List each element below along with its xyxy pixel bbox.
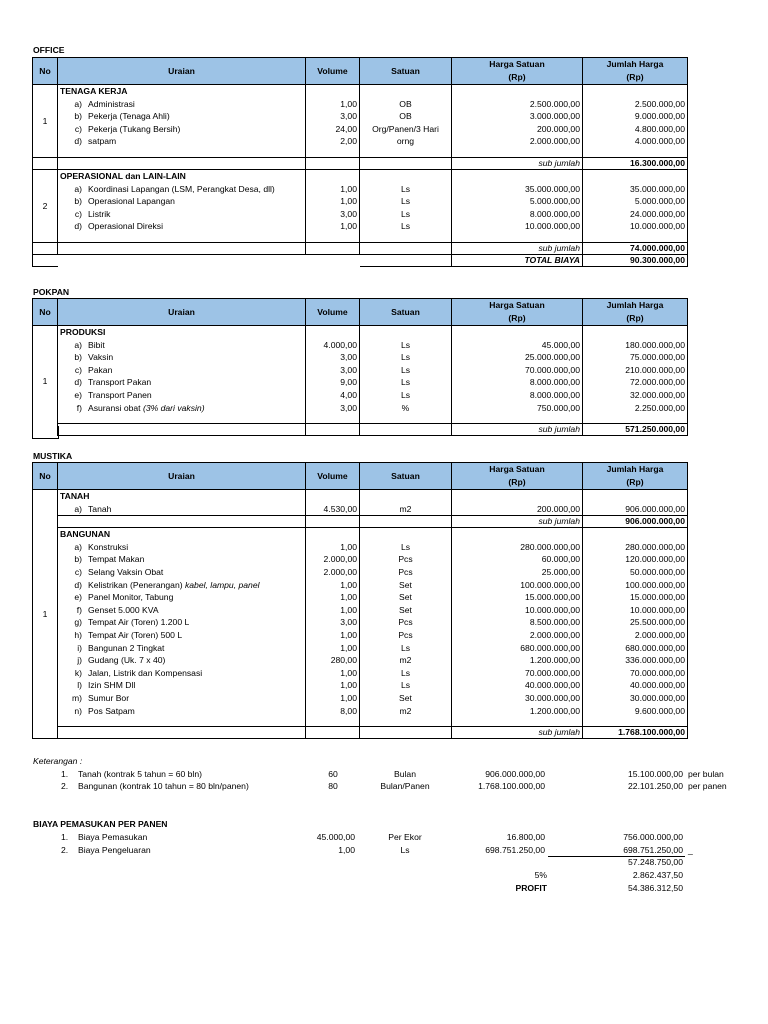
category-row <box>33 169 688 182</box>
category-label: OPERASIONAL dan LAIN-LAIN <box>58 169 306 182</box>
item-name: Tempat Makan <box>88 554 145 565</box>
table-row: b) Tempat Makan 2.000,00 Pcs 60.000,00 120.000.000,00 <box>33 553 688 566</box>
subtotal-value: 571.250.000,00 <box>583 424 688 436</box>
header-harga-satuan: Harga Satuan (Rp) <box>452 299 583 326</box>
item-name: Transport Pakan <box>88 377 152 388</box>
table-row: j) Gudang (Uk. 7 x 40) 280,00 m2 1.200.000,00 336.000.000,00 <box>33 654 688 667</box>
pokpan-table <box>32 298 688 436</box>
subtotal-label: sub jumlah <box>452 424 583 436</box>
table-row: c) Listrik 3,00 Ls 8.000.000,00 24.000.000,00 <box>33 208 688 221</box>
subtotal-row <box>33 157 688 169</box>
item-name: Pekerja (Tukang Bersih) <box>88 123 181 134</box>
table-row: b) Operasional Lapangan 1,00 Ls 5.000.000,00 5.000.000,00 <box>33 195 688 208</box>
item-name: Pos Satpam <box>88 705 135 716</box>
total-label: TOTAL BIAYA <box>452 254 583 266</box>
table-row: a) Bibit 4.000,00 Ls 45.000,00 180.000.000,00 <box>33 339 688 352</box>
item-name: Tanah <box>88 503 112 514</box>
table-row: c) Pekerja (Tukang Bersih) 24,00 Org/Panen/3 Hari 200.000,00 4.800.000,00 <box>33 123 688 136</box>
row-number: 1 <box>33 85 58 158</box>
item-note: kabel, lampu, panel <box>184 579 260 590</box>
biaya-text: Biaya Pemasukan <box>78 832 148 842</box>
table-row: b) Vaksin 3,00 Ls 25.000.000,00 75.000.000,00 <box>33 351 688 364</box>
header-satuan: Satuan <box>360 299 452 326</box>
category-label: BANGUNAN <box>58 528 306 541</box>
header-harga-satuan: Harga Satuan (Rp) <box>452 463 583 490</box>
subtotal-value: 1.768.100.000,00 <box>583 727 688 739</box>
subtotal-row <box>33 242 688 254</box>
category-row <box>33 326 688 339</box>
item-name: Pekerja (Tenaga Ahli) <box>88 111 170 122</box>
keterangan-title: Keterangan : <box>33 756 83 766</box>
subtotal-label: sub jumlah <box>452 242 583 254</box>
header-volume: Volume <box>306 299 360 326</box>
office-table <box>32 57 688 267</box>
keterangan-text: Bangunan (kontrak 10 tahun = 80 bln/panen) <box>78 781 249 791</box>
item-name: Operasional Lapangan <box>88 196 175 207</box>
table-row: a) Koordinasi Lapangan (LSM, Perangkat Desa, dll) 1,00 Ls 35.000.000,00 35.000.000,00 <box>33 183 688 196</box>
total-row <box>33 254 688 266</box>
table-row: c) Selang Vaksin Obat 2.000,00 Pcs 25.000,00 50.000.000,00 <box>33 566 688 579</box>
item-name: Operasional Direksi <box>88 221 163 232</box>
item-name: Tempat Air (Toren) 500 L <box>88 629 183 640</box>
item-name: Kelistrikan (Penerangan) <box>88 579 183 590</box>
percent-value: 2.862.437,50 <box>632 870 683 880</box>
difference-value: 57.248.750,00 <box>628 857 683 867</box>
table-row: a) Administrasi 1,00 OB 2.500.000,00 2.500.000,00 <box>33 98 688 111</box>
subtotal-value: 906.000.000,00 <box>583 516 688 528</box>
table-header <box>33 463 688 490</box>
office-title: OFFICE <box>33 45 65 55</box>
item-name: Administrasi <box>88 98 135 109</box>
table-row: a) Tanah 4.530,00 m2 200.000,00 906.000.000,00 <box>33 503 688 516</box>
table-row: d) satpam 2,00 orng 2.000.000,00 4.000.000,00 <box>33 135 688 148</box>
subtotal-row <box>33 424 688 436</box>
item-name: Koordinasi Lapangan (LSM, Perangkat Desa, dll) <box>88 183 275 194</box>
table-row: c) Pakan 3,00 Ls 70.000.000,00 210.000.000,00 <box>33 364 688 377</box>
item-name: Pakan <box>88 364 113 375</box>
header-no: No <box>33 463 58 490</box>
header-volume: Volume <box>306 58 360 85</box>
biaya-title: BIAYA PEMASUKAN PER PANEN <box>33 819 168 829</box>
table-row: h) Tempat Air (Toren) 500 L 1,00 Pcs 2.000.000,00 2.000.000,00 <box>33 629 688 642</box>
item-name: satpam <box>88 136 117 147</box>
item-name: Transport Panen <box>88 389 152 400</box>
header-no: No <box>33 58 58 85</box>
item-name: Bibit <box>88 339 105 350</box>
header-jumlah-harga: Jumlah Harga (Rp) <box>583 299 688 326</box>
table-row: n) Pos Satpam 8,00 m2 1.200.000,00 9.600.000,00 <box>33 705 688 718</box>
profit-value: 54.386.312,50 <box>628 883 683 893</box>
profit-label: PROFIT <box>515 883 547 893</box>
pokpan-title: POKPAN <box>33 287 70 297</box>
table-header <box>33 299 688 326</box>
item-note: (3% dari vaksin) <box>142 402 205 413</box>
item-name: Jalan, Listrik dan Kompensasi <box>88 667 203 678</box>
header-uraian: Uraian <box>58 463 306 490</box>
table-row: f) Asuransi obat (3% dari vaksin) 3,00 % 750.000,00 2.250.000,00 <box>33 402 688 415</box>
row-number: 2 <box>33 169 58 242</box>
total-value: 90.300.000,00 <box>583 254 688 266</box>
table-row: k) Jalan, Listrik dan Kompensasi 1,00 Ls 70.000.000,00 70.000.000,00 <box>33 667 688 680</box>
item-name: Tempat Air (Toren) 1.200 L <box>88 617 190 628</box>
category-row <box>33 85 688 98</box>
subtotal-value: 16.300.000,00 <box>583 157 688 169</box>
category-row <box>33 490 688 503</box>
table-row: d) Transport Pakan 9,00 Ls 8.000.000,00 72.000.000,00 <box>33 376 688 389</box>
header-harga-satuan: Harga Satuan (Rp) <box>452 58 583 85</box>
table-row: b) Pekerja (Tenaga Ahli) 3,00 OB 3.000.000,00 9.000.000,00 <box>33 110 688 123</box>
subtotal-label: sub jumlah <box>452 516 583 528</box>
item-name: Selang Vaksin Obat <box>88 566 164 577</box>
header-jumlah-harga: Jumlah Harga (Rp) <box>583 58 688 85</box>
biaya-text: Biaya Pengeluaran <box>78 845 151 855</box>
percent-label: 5% <box>534 870 547 880</box>
item-name: Bangunan 2 Tingkat <box>88 642 165 653</box>
header-satuan: Satuan <box>360 463 452 490</box>
table-row: a) Konstruksi 1,00 Ls 280.000.000,00 280.000.000,00 <box>33 541 688 554</box>
minus-sign: _ <box>688 845 693 855</box>
header-uraian: Uraian <box>58 299 306 326</box>
category-label: TENAGA KERJA <box>58 85 306 98</box>
table-row: g) Tempat Air (Toren) 1.200 L 3,00 Pcs 8.500.000,00 25.500.000,00 <box>33 616 688 629</box>
table-row: e) Transport Panen 4,00 Ls 8.000.000,00 32.000.000,00 <box>33 389 688 402</box>
subtotal-value: 74.000.000,00 <box>583 242 688 254</box>
item-name: Listrik <box>88 208 111 219</box>
item-name: Asuransi obat <box>88 402 141 413</box>
item-name: Sumur Bor <box>88 692 130 703</box>
table-row: m) Sumur Bor 1,00 Set 30.000.000,00 30.000.000,00 <box>33 692 688 705</box>
row-number: 1 <box>33 490 58 739</box>
subtotal-label: sub jumlah <box>452 727 583 739</box>
subtotal-label: sub jumlah <box>452 157 583 169</box>
mustika-title: MUSTIKA <box>33 451 73 461</box>
header-jumlah-harga: Jumlah Harga (Rp) <box>583 463 688 490</box>
item-name: Izin SHM Dll <box>88 680 136 691</box>
table-row: e) Panel Monitor, Tabung 1,00 Set 15.000.000,00 15.000.000,00 <box>33 591 688 604</box>
keterangan-text: Tanah (kontrak 5 tahun = 60 bln) <box>78 769 202 779</box>
item-name: Konstruksi <box>88 541 129 552</box>
table-row: i) Bangunan 2 Tingkat 1,00 Ls 680.000.000,00 680.000.000,00 <box>33 642 688 655</box>
table-row: f) Genset 5.000 KVA 1,00 Set 10.000.000,00 10.000.000,00 <box>33 604 688 617</box>
item-name: Vaksin <box>88 352 114 363</box>
table-row: d) Kelistrikan (Penerangan) kabel, lampu, panel 1,00 Set 100.000.000,00 100.000.000,00 <box>33 579 688 592</box>
header-no: No <box>33 299 58 326</box>
table-header <box>33 58 688 85</box>
item-name: Gudang (Uk. 7 x 40) <box>88 655 166 666</box>
subtotal-row <box>33 727 688 739</box>
category-label: TANAH <box>58 490 306 503</box>
subtotal-row <box>33 516 688 528</box>
category-label: PRODUKSI <box>58 326 306 339</box>
mustika-table <box>32 462 688 739</box>
table-row: d) Operasional Direksi 1,00 Ls 10.000.000,00 10.000.000,00 <box>33 220 688 233</box>
header-uraian: Uraian <box>58 58 306 85</box>
item-name: Genset 5.000 KVA <box>88 604 159 615</box>
row-number: 1 <box>33 326 58 436</box>
header-volume: Volume <box>306 463 360 490</box>
item-name: Panel Monitor, Tabung <box>88 592 174 603</box>
table-row: l) Izin SHM Dll 1,00 Ls 40.000.000,00 40.000.000,00 <box>33 679 688 692</box>
category-row <box>33 528 688 541</box>
header-satuan: Satuan <box>360 58 452 85</box>
